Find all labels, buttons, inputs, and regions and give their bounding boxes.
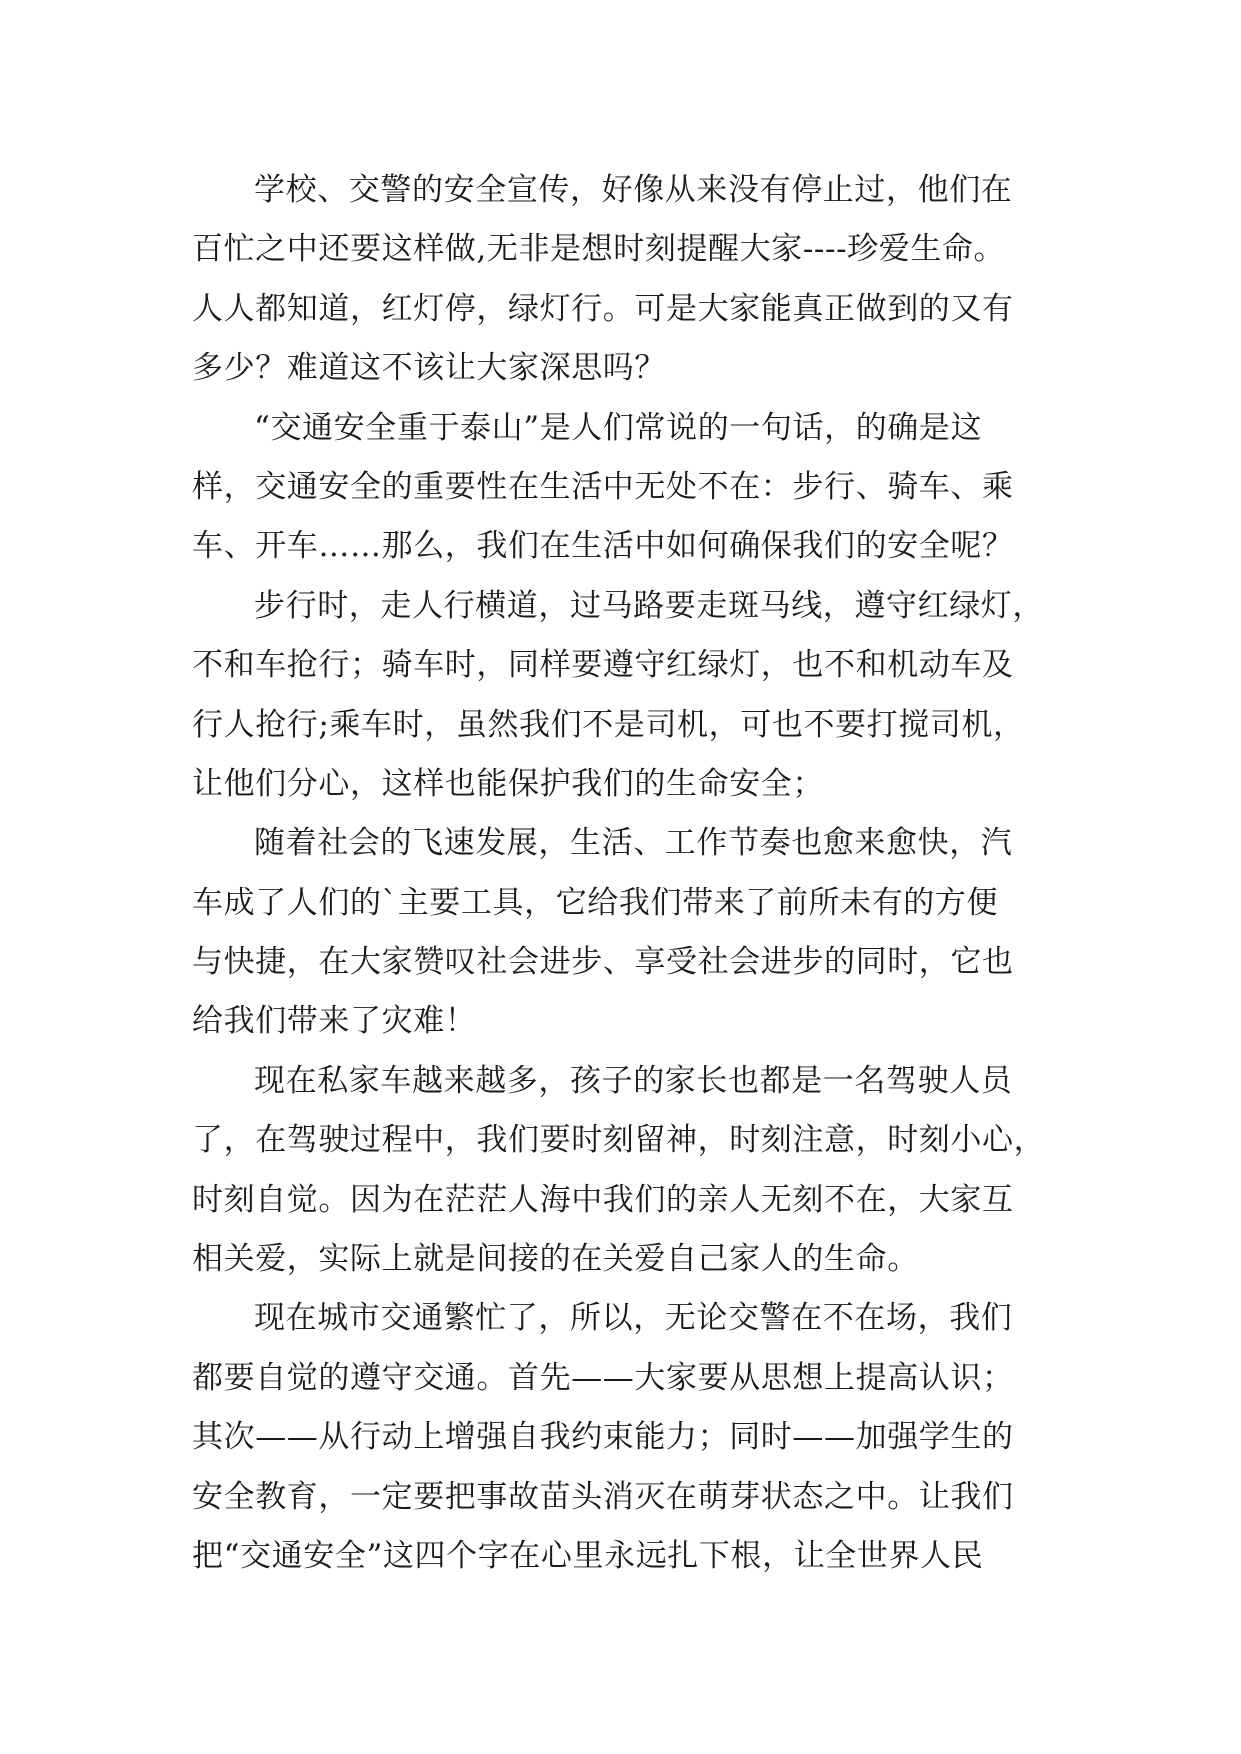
paragraph-4-line-3: 与快捷，在大家赞叹社会进步、享受社会进步的同时，它也: [192, 944, 1014, 981]
paragraph-2-line-2: 样，交通安全的重要性在生活中无处不在：步行、骑车、乘: [192, 468, 1014, 505]
paragraph-3-line-4: 让他们分心，这样也能保护我们的生命安全；: [192, 765, 824, 802]
paragraph-3-line-1: 步行时，走人行横道，过马路要走斑马线，遵守红绿灯，: [254, 587, 1044, 624]
paragraph-1-line-1: 学校、交警的安全宣传，好像从来没有停止过，他们在: [254, 172, 1013, 208]
paragraph-6-line-1: 现在城市交通繁忙了，所以，无论交警在不在场，我们: [254, 1300, 1013, 1337]
paragraph-2-line-1: “交通安全重于泰山”是人们常说的一句话，的确是这: [254, 409, 983, 446]
paragraph-1-line-4: 多少？难道这不该让大家深思吗？: [192, 350, 666, 387]
document-body: [192, 161, 1050, 1586]
paragraph-3-line-3: 行人抢行;乘车时，虽然我们不是司机，可也不要打搅司机，: [192, 706, 1025, 743]
paragraph-4-line-2: 车成了人们的`主要工具，它给我们带来了前所未有的方便: [192, 884, 999, 921]
paragraph-1-line-3: 人人都知道，红灯停，绿灯行。可是大家能真正做到的又有: [192, 290, 1014, 327]
paragraph-2-line-3: 车、开车……那么，我们在生活中如何确保我们的安全呢？: [192, 528, 1014, 565]
paragraph-6-line-5: 把“交通安全”这四个字在心里永远扎下根，让全世界人民: [192, 1537, 984, 1574]
paragraph-6-line-3: 其次——从行动上增强自我约束能力；同时——加强学生的: [192, 1419, 1014, 1456]
paragraph-3-line-2: 不和车抢行；骑车时，同样要遵守红绿灯，也不和机动车及: [192, 647, 1014, 684]
paragraph-5-line-2: 了，在驾驶过程中，我们要时刻留神，时刻注意，时刻小心，: [192, 1122, 1046, 1159]
paragraph-4-line-4: 给我们带来了灾难！: [192, 1003, 477, 1040]
paragraph-6-line-4: 安全教育，一定要把事故苗头消灭在萌芽状态之中。让我们: [192, 1478, 1014, 1515]
paragraph-6-line-2: 都要自觉的遵守交通。首先——大家要从思想上提高认识；: [192, 1359, 1014, 1396]
paragraph-1-line-2: 百忙之中还要这样做,无非是想时刻提醒大家----珍爱生命。: [192, 231, 1006, 268]
paragraph-4-line-1: 随着社会的飞速发展，生活、工作节奏也愈来愈快，汽: [254, 825, 1013, 862]
paragraph-5-line-3: 时刻自觉。因为在茫茫人海中我们的亲人无刻不在，大家互: [192, 1181, 1014, 1218]
paragraph-5-line-1: 现在私家车越来越多，孩子的家长也都是一名驾驶人员: [254, 1062, 1013, 1099]
paragraph-5-line-4: 相关爱，实际上就是间接的在关爱自己家人的生命。: [192, 1241, 919, 1278]
